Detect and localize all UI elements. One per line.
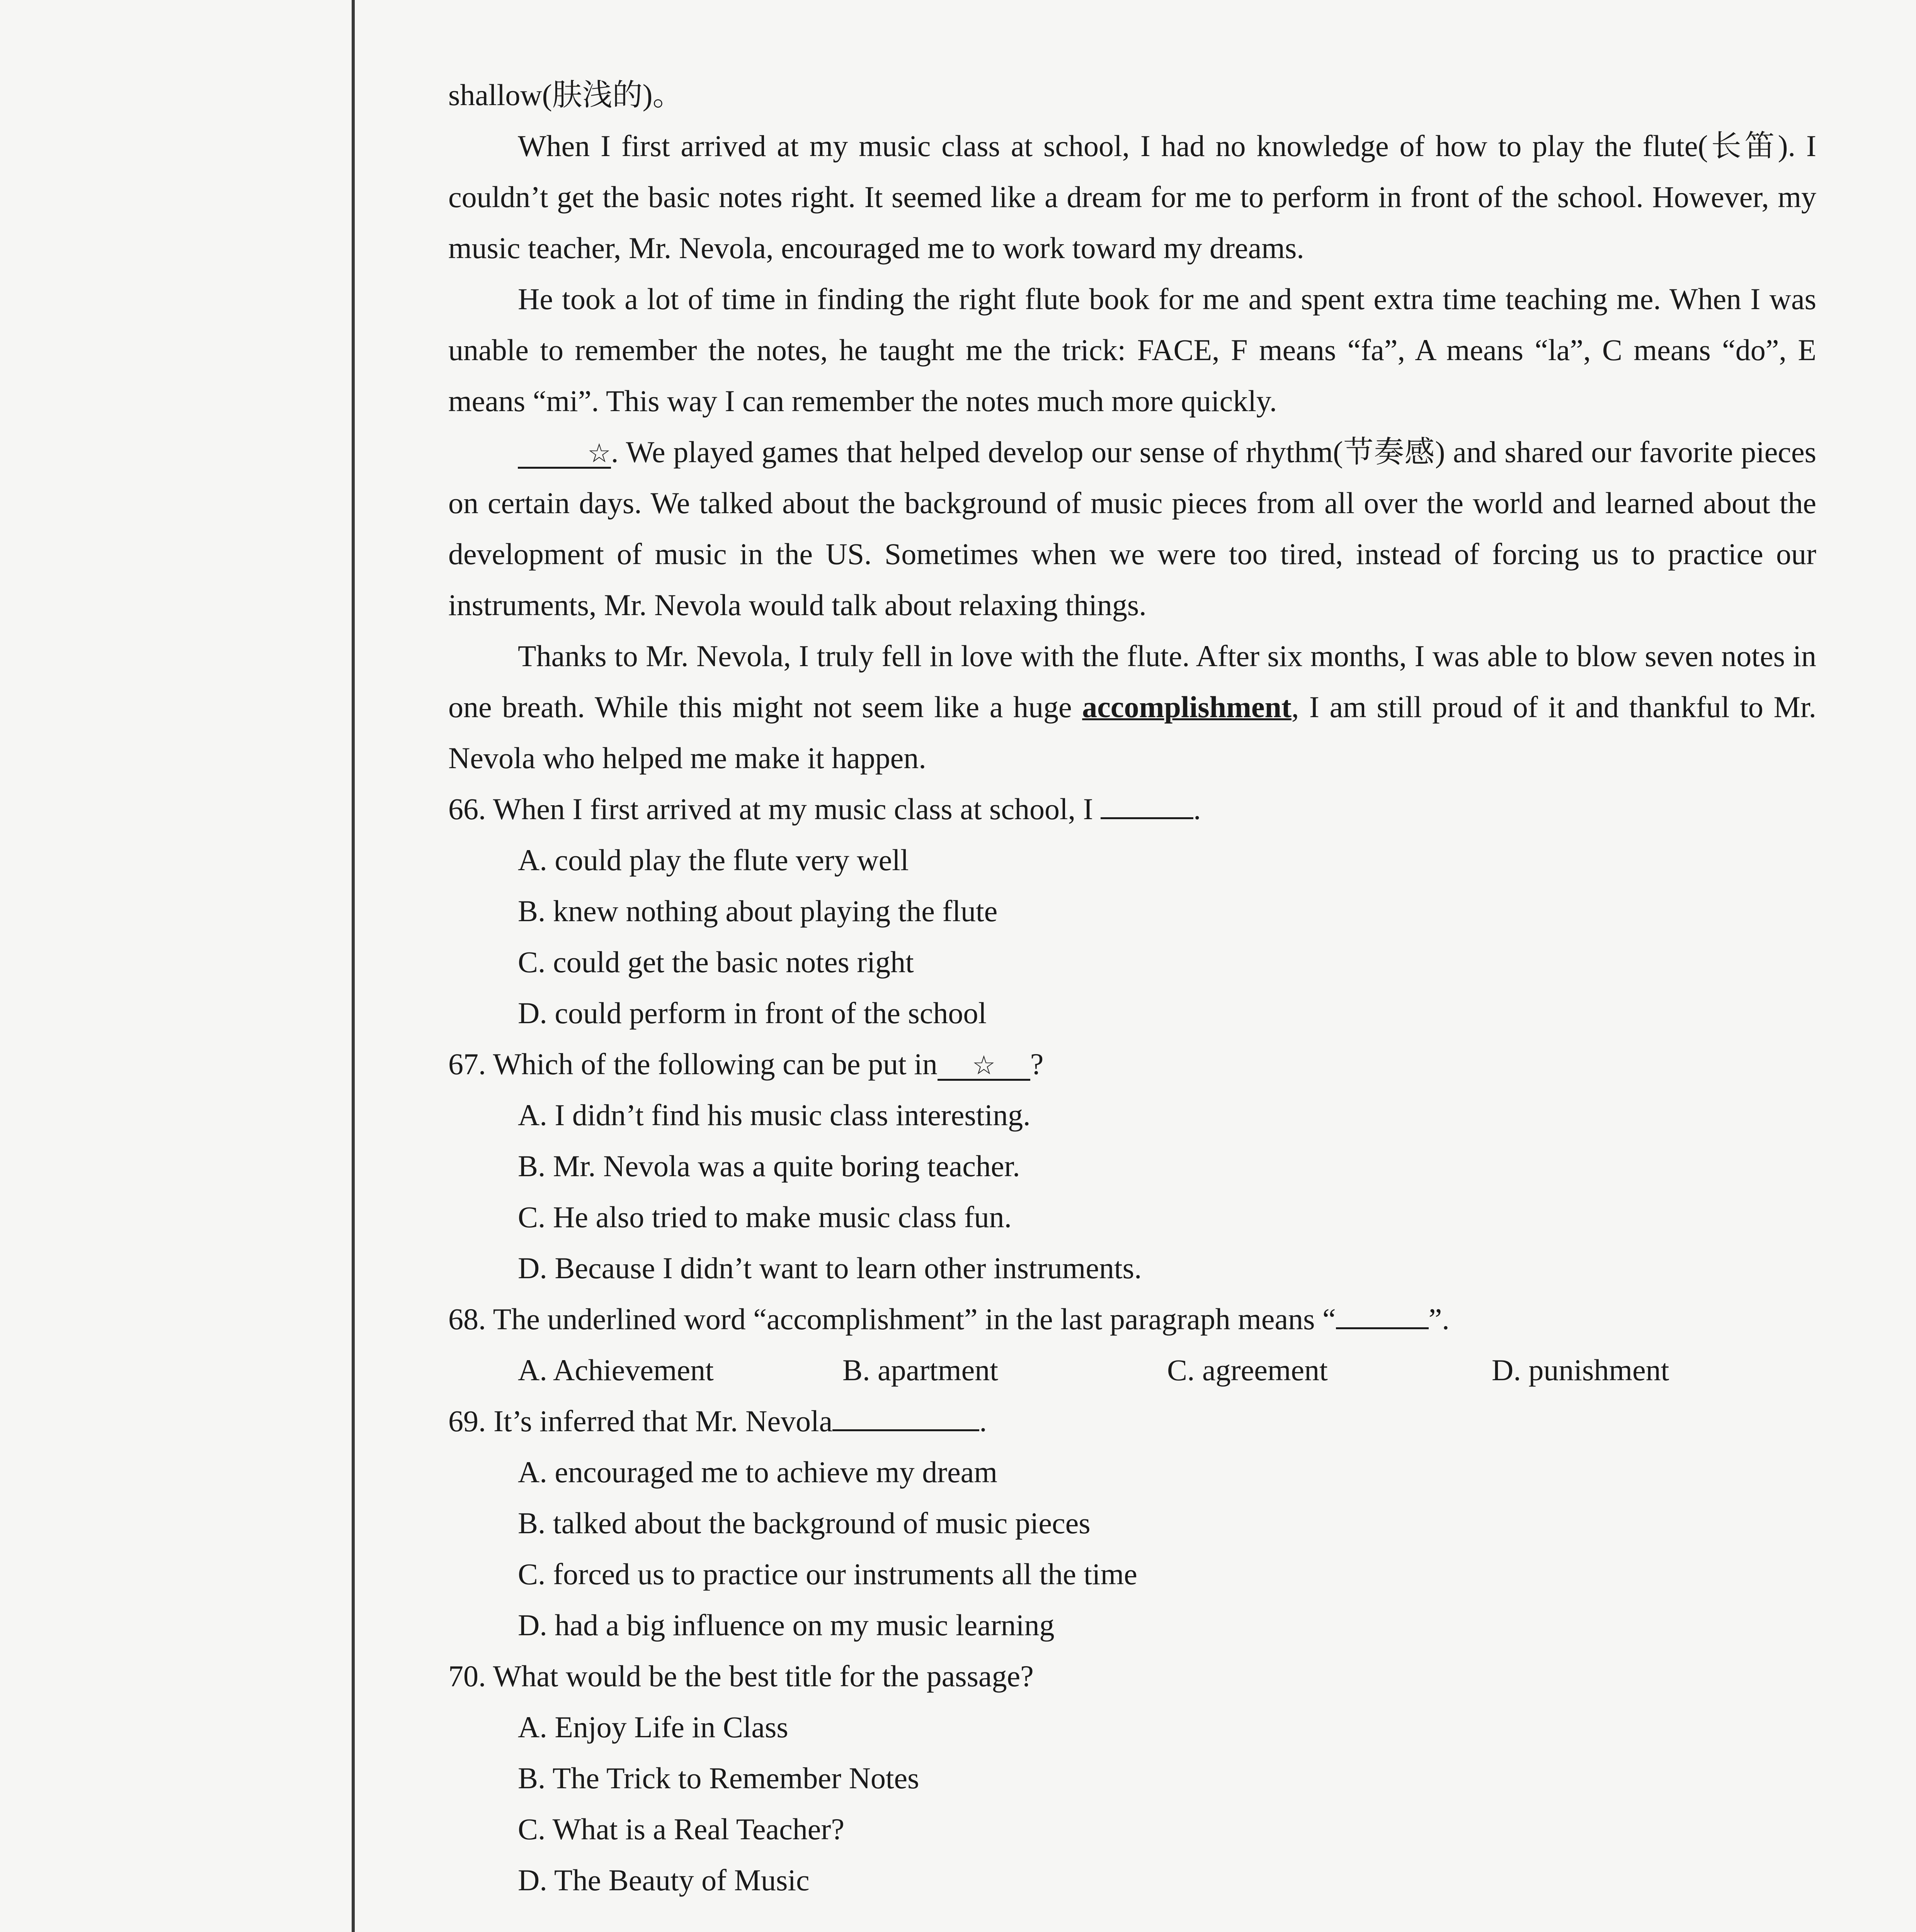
option-67-d: D. Because I didn’t want to learn other instruments. xyxy=(518,1251,1142,1285)
passage-line-0: shallow(肤浅的)。 xyxy=(448,78,683,112)
passage-paragraph-4 xyxy=(448,631,1816,784)
question-66 xyxy=(448,784,1816,835)
passage-paragraph-3-text: . We played games that helped develop our sense of rhythm(节奏感) and shared our favorite pieces on certain days. We talked about the background of music pieces from all over the world and learned about the development of music in the US. Sometimes when we were too tired, instead of forcing us to practice our instruments, Mr. Nevola would talk about relaxing things. xyxy=(448,435,1816,622)
passage-paragraph-1: When I first arrived at my music class at school, I had no knowledge of how to play the flute(长笛). I couldn’t get the basic notes right. It seemed like a dream for me to perform in front of the school. However, my music teacher, Mr. Nevola, encouraged me to work toward my dreams. xyxy=(448,129,1816,265)
option-68-d: D. punishment xyxy=(1492,1353,1669,1387)
option-67-a: A. I didn’t find his music class interesting. xyxy=(518,1098,1031,1132)
question-67-end: ? xyxy=(1030,1047,1044,1081)
option-68-b: B. apartment xyxy=(842,1353,998,1387)
option-68-a: A. Achievement xyxy=(518,1353,714,1387)
passage-paragraph-4-b: , I am still proud of it and thankful to Mr. Nevola who helped me make it happen. xyxy=(448,690,1816,775)
question-68 xyxy=(448,1294,1816,1345)
option-70-c: C. What is a Real Teacher? xyxy=(518,1812,844,1846)
question-68-stem: 68. The underlined word “accomplishment” in the last paragraph means “ xyxy=(448,1302,1336,1336)
star-blank: ☆ xyxy=(518,440,611,469)
question-66-stem: 66. When I first arrived at my music class at school, I xyxy=(448,792,1093,826)
page-left-border xyxy=(352,0,355,1932)
option-66-b: B. knew nothing about playing the flute xyxy=(518,894,998,928)
option-70-d: D. The Beauty of Music xyxy=(518,1863,810,1897)
option-66-a: A. could play the flute very well xyxy=(518,843,909,877)
answer-blank[interactable] xyxy=(832,1429,979,1431)
option-69-c: C. forced us to practice our instruments all the time xyxy=(518,1557,1137,1591)
reading-section xyxy=(448,70,1816,1906)
options-68 xyxy=(518,1345,1816,1396)
question-69-end: . xyxy=(979,1404,987,1438)
passage-paragraph-4-a: Thanks to Mr. Nevola, I truly fell in love with the flute. After six months, I was able to blow seven notes in one breath. While this might not seem like a huge xyxy=(448,639,1816,724)
option-66-d: D. could perform in front of the school xyxy=(518,996,987,1030)
question-67-stem: 67. Which of the following can be put in xyxy=(448,1047,938,1081)
question-66-end: . xyxy=(1193,792,1201,826)
question-68-end: ”. xyxy=(1428,1302,1450,1336)
option-69-d: D. had a big influence on my music learning xyxy=(518,1608,1055,1642)
question-69 xyxy=(448,1396,1816,1447)
option-68-c: C. agreement xyxy=(1167,1353,1328,1387)
star-blank: ☆ xyxy=(938,1053,1030,1081)
option-66-c: C. could get the basic notes right xyxy=(518,945,914,979)
option-67-c: C. He also tried to make music class fun. xyxy=(518,1200,1012,1234)
answer-blank[interactable] xyxy=(1101,817,1193,819)
option-67-b: B. Mr. Nevola was a quite boring teacher. xyxy=(518,1149,1020,1183)
option-69-a: A. encouraged me to achieve my dream xyxy=(518,1455,997,1489)
option-69-b: B. talked about the background of music pieces xyxy=(518,1506,1091,1540)
question-69-stem: 69. It’s inferred that Mr. Nevola xyxy=(448,1404,833,1438)
passage-paragraph-2: He took a lot of time in finding the right flute book for me and spent extra time teaching me. When I was unable to remember the notes, he taught me the trick: FACE, F means “fa”, A means “la”, C means “do”, E means “mi”. This way I can remember the notes much more quickly. xyxy=(448,282,1816,418)
passage-paragraph-3 xyxy=(448,427,1816,631)
answer-blank[interactable] xyxy=(1336,1327,1429,1329)
question-67 xyxy=(448,1039,1816,1090)
option-70-b: B. The Trick to Remember Notes xyxy=(518,1761,919,1795)
option-70-a: A. Enjoy Life in Class xyxy=(518,1710,788,1744)
underlined-word: accomplishment xyxy=(1082,690,1292,724)
question-70: 70. What would be the best title for the passage? xyxy=(448,1659,1034,1693)
